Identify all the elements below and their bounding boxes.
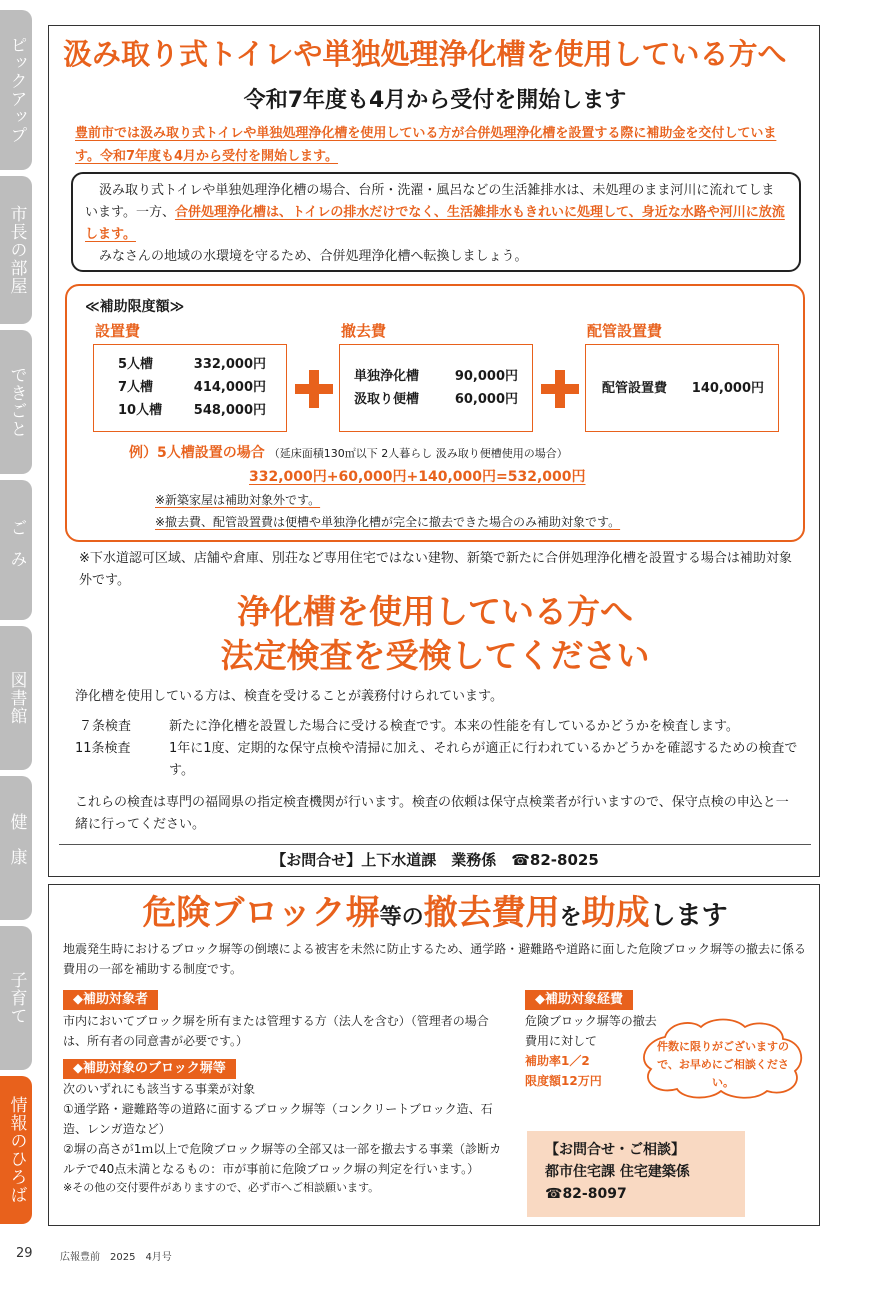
title-part: 撤去費用 — [423, 893, 560, 933]
subsidy-rate: 補助率1／2 — [525, 1054, 590, 1068]
item-name: 配管設置費 — [602, 381, 668, 396]
contact-phone: ☎82-8097 — [545, 1186, 627, 1202]
excluded-note: ※下水道認可区域、店舗や倉庫、別荘など専用住宅ではない建物、新築で新たに合併処理浄化槽を設置する場合は補助対象外です。 — [79, 551, 792, 588]
tab-events[interactable] — [0, 330, 32, 474]
amount: 140,000円 — [691, 381, 764, 396]
title-part: 等の — [379, 905, 424, 930]
amount: 414,000円 — [193, 380, 266, 395]
install-cost-table — [93, 344, 287, 432]
removal-condition-note: ※撤去費、配管設置費は便槽や単独浄化槽が完全に撤去できた場合のみ補助対象です。 — [155, 515, 621, 529]
article7-label: ７条検査 — [79, 719, 132, 734]
amount: 90,000円 — [454, 369, 518, 384]
contact-department: 都市住宅課 住宅建築係 — [545, 1164, 690, 1180]
tab-label: できごと — [6, 366, 27, 438]
tab-label: 健康 — [6, 813, 27, 883]
publication-name: 広報豊前 2025 4月号 — [60, 1252, 172, 1263]
item-name: 汲取り便槽 — [354, 392, 420, 407]
target-text: 市内においてブロック塀を所有または管理する方（法人を含む）（管理者の場合は、所有者の同意書が必要です。） — [63, 1014, 489, 1048]
example-line — [129, 442, 568, 462]
inspection-duty-text: 浄化槽を使用している方は、検査を受けることが義務付けられています。 — [75, 689, 503, 704]
tank-size: 7人槽 — [118, 380, 154, 395]
intro-paragraph — [85, 180, 787, 246]
target-badge — [63, 988, 158, 1010]
inspection-heading-2: 法定検査を受検してください — [220, 636, 650, 675]
block-wall-title — [49, 891, 821, 941]
septic-tank-article — [48, 25, 820, 877]
article-subtitle: 令和7年度も4月から受付を開始します — [243, 88, 627, 113]
condition-line: ①通学路・避難路等の道路に面するブロック塀等（コンクリートブロック造、石造、レンガ造など） — [63, 1102, 493, 1136]
limit-heading: ≪補助限度額≫ — [85, 299, 185, 315]
intro-call-to-action: みなさんの地域の水環境を守るため、合併処理浄化槽へ転換しましょう。 — [99, 249, 528, 264]
consult-contact-box — [527, 1131, 745, 1217]
amount: 548,000円 — [193, 403, 266, 418]
removal-cost-label: 撤去費 — [341, 322, 387, 340]
block-wall-article — [48, 884, 820, 1226]
cost-line: 危険ブロック塀等の撤去 — [525, 1014, 657, 1028]
intro-box — [71, 172, 801, 272]
example-note: （延床面積130㎡以下 2人暮らし 汲み取り便槽使用の場合） — [268, 447, 568, 460]
contact-title: 【お問合せ・ご相談】 — [545, 1142, 685, 1158]
item-name: 単独浄化槽 — [354, 369, 420, 384]
subsidy-limit-box — [65, 284, 805, 542]
plus-icon — [295, 370, 333, 408]
inspection-agency-text: これらの検査は専門の福岡県の指定検査機関が行います。検査の依頼は保守点検業者が行いますので、保守点検の申込と一緒に行ってください。 — [75, 795, 789, 832]
tab-pickup[interactable] — [0, 10, 32, 170]
tab-label: 情報のひろば — [6, 1096, 27, 1204]
install-row — [118, 353, 266, 376]
cost-badge — [525, 988, 633, 1010]
cost-line: 費用に対して — [525, 1034, 598, 1048]
tab-library[interactable] — [0, 626, 32, 770]
install-cost-label: 設置費 — [95, 322, 141, 340]
tab-label: 図書館 — [6, 671, 27, 725]
tank-size: 5人槽 — [118, 357, 154, 372]
title-part: します — [649, 901, 728, 931]
tab-info-square[interactable] — [0, 1076, 32, 1224]
inspection-heading-1: 浄化槽を使用している方へ — [237, 592, 633, 631]
article11-label: 11条検査 — [75, 741, 131, 756]
article-title: 汲み取り式トイレや単独処理浄化槽を使用している方へ — [63, 37, 787, 71]
divider — [59, 844, 811, 845]
tab-garbage[interactable] — [0, 480, 32, 620]
intro-text: 汲み取り式トイレや単独処理浄化槽の場合、台所・洗濯・風呂などの生活雑排水は、未処理のまま河川に流れてしまいます。一方、 — [85, 183, 775, 220]
amount: 60,000円 — [454, 392, 518, 407]
subsidy-cap: 限度額12万円 — [525, 1074, 602, 1088]
tab-label: ごみ — [6, 519, 27, 581]
intro-highlight: 合併処理浄化槽は、トイレの排水だけでなく、生活雑排水もきれいに処理して、身近な水路や河川に放流します。 — [85, 205, 785, 242]
badge-label: ◆補助対象者 — [63, 990, 158, 1010]
removal-row — [354, 365, 518, 388]
tab-health[interactable] — [0, 776, 32, 920]
badge-label: ◆補助対象のブロック塀等 — [63, 1059, 236, 1079]
removal-cost-table — [339, 344, 533, 432]
piping-cost-label: 配管設置費 — [587, 322, 663, 340]
contact-info: 【お問合せ】上下水道課 業務係 ☎82-8025 — [271, 851, 599, 869]
badge-label: ◆補助対象経費 — [525, 990, 633, 1010]
tab-label: 子育て — [6, 971, 27, 1025]
piping-row — [602, 377, 764, 400]
lead-text: 豊前市では汲み取り式トイレや単独処理浄化槽を使用している方が合併処理浄化槽を設置する際に補助金を交付しています。令和7年度も4月から受付を開始します。 — [75, 126, 777, 164]
tab-mayor[interactable] — [0, 176, 32, 324]
article11-text: 1年に1度、定期的な保守点検や清掃に加え、それらが適正に行われているかどうかを確認するための検査です。 — [169, 741, 798, 778]
amount: 332,000円 — [193, 357, 266, 372]
condition-line: ②塀の高さが1ｍ以上で危険ブロック塀等の全部又は一部を撤去する事業（診断カルテで40点未満となるもの：市が事前に危険ブロック塀の判定を行います。） — [63, 1142, 502, 1176]
install-row — [118, 399, 266, 422]
plus-icon — [541, 370, 579, 408]
new-house-note: ※新築家屋は補助対象外です。 — [155, 493, 321, 507]
removal-row — [354, 388, 518, 411]
cloud-callout — [635, 1015, 811, 1099]
tank-size: 10人槽 — [118, 403, 163, 418]
install-row — [118, 376, 266, 399]
title-part: を — [559, 905, 582, 930]
piping-cost-table — [585, 344, 779, 432]
article7-text: 新たに浄化槽を設置した場合に受ける検査です。本来の性能を有しているかどうかを検査します。 — [169, 719, 739, 734]
title-part: 危険ブロック塀 — [142, 893, 380, 933]
tab-label: ピックアップ — [6, 36, 27, 144]
title-part: 助成 — [581, 893, 650, 933]
wall-conditions — [63, 1079, 509, 1197]
page-number: 29 — [16, 1246, 33, 1261]
condition-note: ※その他の交付要件がありますので、必ず市へご相談願います。 — [63, 1181, 380, 1194]
tab-childcare[interactable] — [0, 926, 32, 1070]
wall-badge — [63, 1057, 236, 1079]
example-calculation: 332,000円+60,000円+140,000円=532,000円 — [249, 469, 586, 485]
condition-line: 次のいずれにも該当する事業が対象 — [63, 1082, 256, 1096]
block-wall-intro: 地震発生時におけるブロック塀等の倒壊による被害を未然に防止するため、通学路・避難路や道路に面した危険ブロック塀等の撤去に係る費用の一部を補助する制度です。 — [63, 942, 807, 976]
example-label: 例）5人槽設置の場合 — [129, 445, 265, 461]
tab-label: 市長の部屋 — [6, 205, 27, 295]
cloud-text: 件数に限りがございますので、お早めにご相談ください。 — [657, 1040, 789, 1089]
